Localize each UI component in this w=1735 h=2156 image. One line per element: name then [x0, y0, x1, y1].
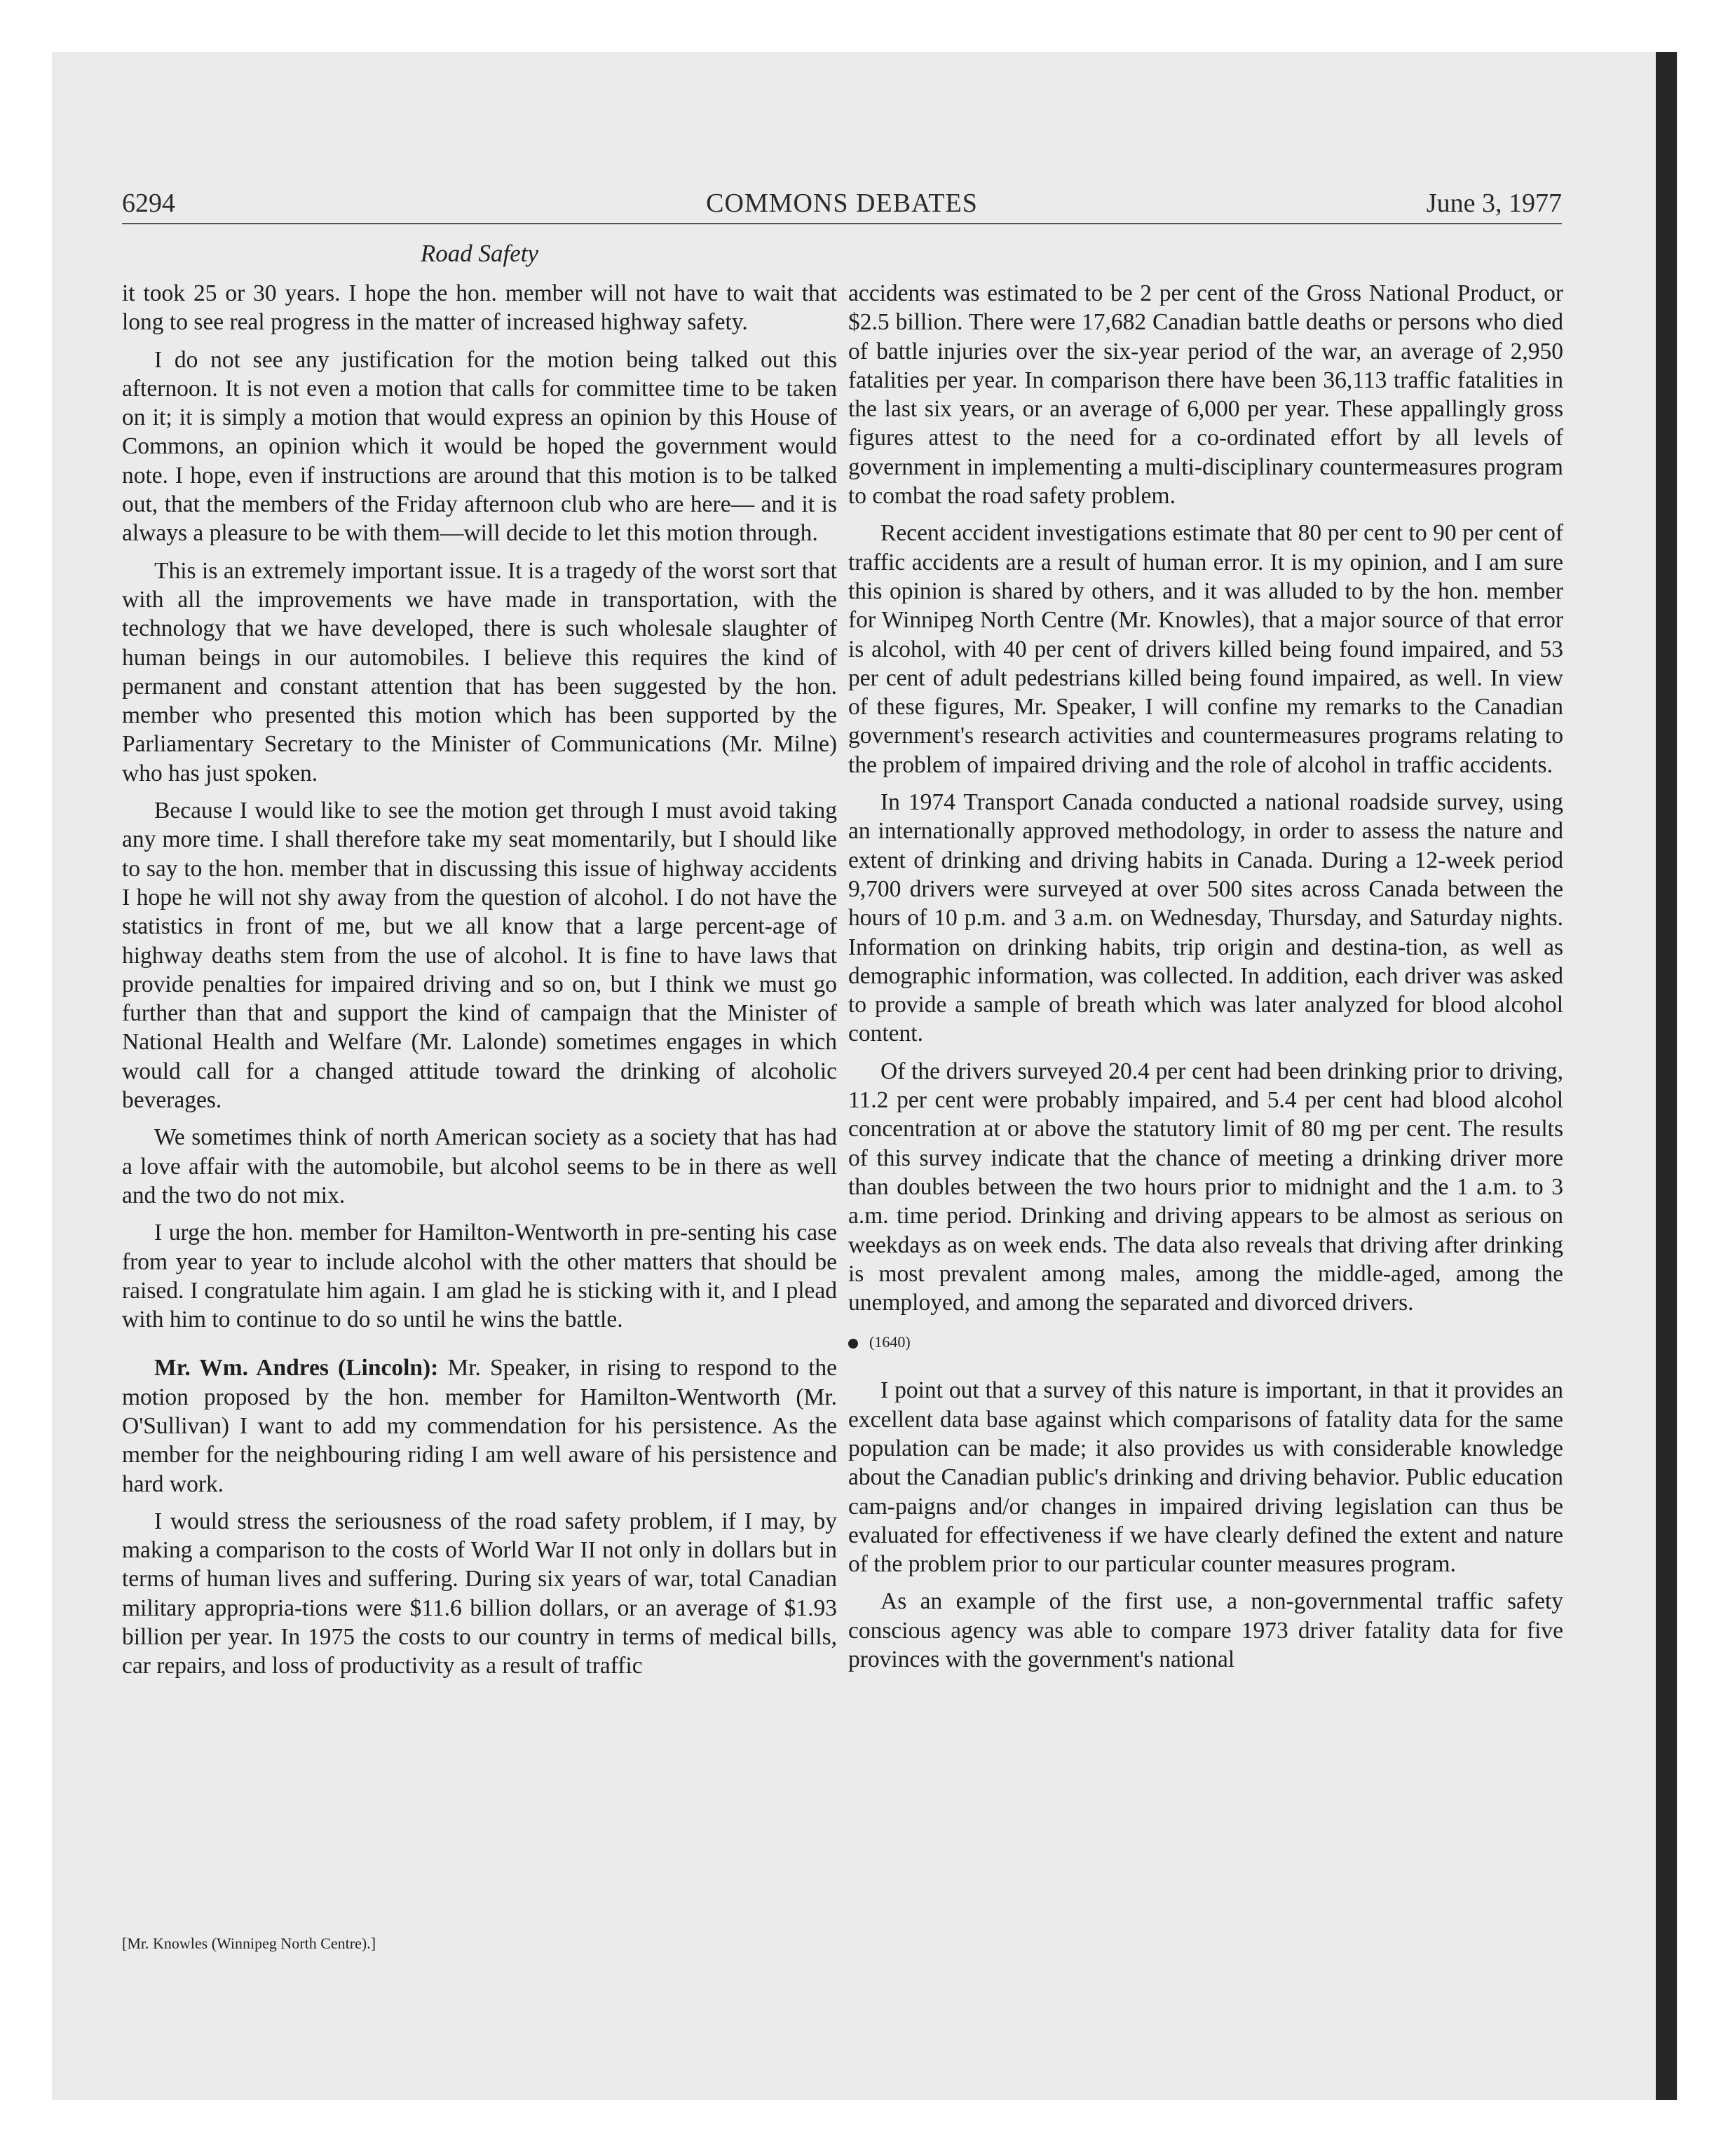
bullet-icon [848, 1339, 858, 1349]
attribution-note: [Mr. Knowles (Winnipeg North Centre).] [122, 1935, 376, 1952]
speaker-name: Mr. Wm. Andres (Lincoln): [154, 1355, 439, 1381]
paragraph: I would stress the seriousness of the road safety problem, if I may, by making a comparison to the costs of World War II not only in dollars but in terms of human lives and suffering. During six years of war, total Canadian military appropria-tions were $11.6 billion dollars, or an average of $1.93 billion per year. In 1975 the costs to our country in terms of medical bills, car repairs, and loss of productivity as a result of traffic [122, 1508, 837, 1679]
speaker-text: Mr. Speaker, in rising to respond to the motion proposed by the hon. member for Hamilton-Wentworth (Mr. O'Sullivan) I want to add my commendation for his persistence. As the member for the neighbouring riding I am well aware of his persistence and hard work. [122, 1355, 837, 1497]
paragraph: In 1974 Transport Canada conducted a national roadside survey, using an internationally approved methodology, in order to assess the nature and extent of drinking and driving habits in Canada. During a 12-week period 9,700 drivers were surveyed at over 500 sites across Canada between the hours of 10 p.m. and 3 a.m. on Wednesday, Thursday, and Saturday nights. Information on drinking habits, trip origin and destina-tion, as well as demographic information, was collected. In addition, each driver was asked to provide a sample of breath which was later analyzed for blood alcohol content. [848, 789, 1563, 1047]
paragraph: Because I would like to see the motion get through I must avoid taking any more time. I shall therefore take my seat momentarily, but I should like to say to the hon. member that in discussing this issue of highway accidents I hope he will not shy away from the question of alcohol. I do not have the statistics in front of me, but we all know that a large percent-age of highway deaths stem from the use of alcohol. It is fine to have laws that provide penalties for impaired driving and so on, but I think we must go further than that and support the kind of campaign that the Minister of National Health and Welfare (Mr. Lalonde) sometimes engages in which would call for a changed attitude toward the drinking of alcoholic beverages. [122, 798, 837, 1114]
time-stamp: (1640) [869, 1333, 911, 1351]
scan-edge-bar [1656, 52, 1677, 2100]
running-title: Road Safety [420, 240, 539, 267]
paragraph: Recent accident investigations estimate that 80 per cent to 90 per cent of traffic accidents are a result of human error. It is my opinion, and I am sure this opinion is shared by others, and it was alluded to by the hon. member for Winnipeg North Centre (Mr. Knowles), that a major source of that error is alcohol, with 40 per cent of drivers killed being found impaired, and 53 per cent of adult pedestrians killed being found impaired, as well. In view of these figures, Mr. Speaker, I will confine my remarks to the Canadian government's research activities and countermeasures programs relating to the problem of impaired driving and the role of alcohol in traffic accidents. [848, 520, 1563, 778]
paragraph: As an example of the first use, a non-governmental traffic safety conscious agency was able to compare 1973 driver fatality data for five provinces with the government's national [848, 1588, 1563, 1673]
publication-date: June 3, 1977 [1426, 189, 1562, 218]
left-column [122, 279, 837, 1689]
paragraph: This is an extremely important issue. It is a tragedy of the worst sort that with all the improvements we have made in transportation, with the technology that we have developed, there is such wholesale slaughter of human beings in our automobiles. I believe this requires the kind of permanent and constant attention that has been suggested by the hon. member who presented this motion which has been supported by the Parliamentary Secretary to the Minister of Communications (Mr. Milne) who has just spoken. [122, 557, 837, 786]
header-rule [122, 223, 1562, 224]
paragraph: I urge the hon. member for Hamilton-Wentworth in pre-senting his case from year to year to include alcohol with the other matters that should be raised. I congratulate him again. I am glad he is sticking with it, and I plead with him to continue to do so until he wins the battle. [122, 1220, 837, 1333]
paragraph: accidents was estimated to be 2 per cent of the Gross National Product, or $2.5 billion. There were 17,682 Canadian battle deaths or persons who died of battle injuries over the six-year period of the war, an average of 2,950 fatalities per year. In comparison there have been 36,113 traffic fatalities in the last six years, or an average of 6,000 per year. These appallingly gross figures attest to the need for a co-ordinated effort by all levels of government in implementing a multi-disciplinary countermeasures program to combat the road safety problem. [848, 280, 1563, 510]
publication-title: COMMONS DEBATES [706, 189, 978, 218]
paragraph: We sometimes think of north American society as a society that has had a love affair with the automobile, but alcohol seems to be in there as well and the two do not mix. [122, 1124, 837, 1208]
right-column [848, 279, 1563, 1682]
page-header [122, 188, 1562, 219]
time-marker [848, 1332, 1563, 1352]
page-number: 6294 [122, 189, 175, 218]
paragraph: I do not see any justification for the motion being talked out this afternoon. It is not even a motion that calls for committee time to be taken on it; it is simply a motion that would express an opinion by this House of Commons, an opinion which it would be hoped the government would note. I hope, even if instructions are around that this motion is to be talked out, that the members of the Friday afternoon club who are here— and it is always a pleasure to be with them—will decide to let this motion through. [122, 346, 837, 547]
paragraph: I point out that a survey of this nature is important, in that it provides an excellent data base against which comparisons of fatality data for the same population can be made; it also provides us with considerable knowledge about the Canadian public's drinking and driving behavior. Public education cam-paigns and/or changes in impaired driving legislation can thus be evaluated for effectiveness if we have clearly defined the extent and nature of the problem prior to our particular counter measures program. [848, 1377, 1563, 1578]
paragraph: Of the drivers surveyed 20.4 per cent had been drinking prior to driving, 11.2 per cent were probably impaired, and 5.4 per cent had blood alcohol concentration at or above the statutory limit of 80 mg per cent. The results of this survey indicate that the chance of meeting a drinking driver more than doubles between the two hours prior to midnight and the 1 a.m. to 3 a.m. time period. Drinking and driving appears to be almost as serious on weekdays as on week ends. The data also reveals that driving after drinking is most prevalent among males, among the middle-aged, among the unemployed, and among the separated and divorced drivers. [848, 1058, 1563, 1316]
speaker-paragraph [122, 1353, 837, 1498]
paragraph: it took 25 or 30 years. I hope the hon. member will not have to wait that long to see real progress in the matter of increased highway safety. [122, 280, 837, 336]
